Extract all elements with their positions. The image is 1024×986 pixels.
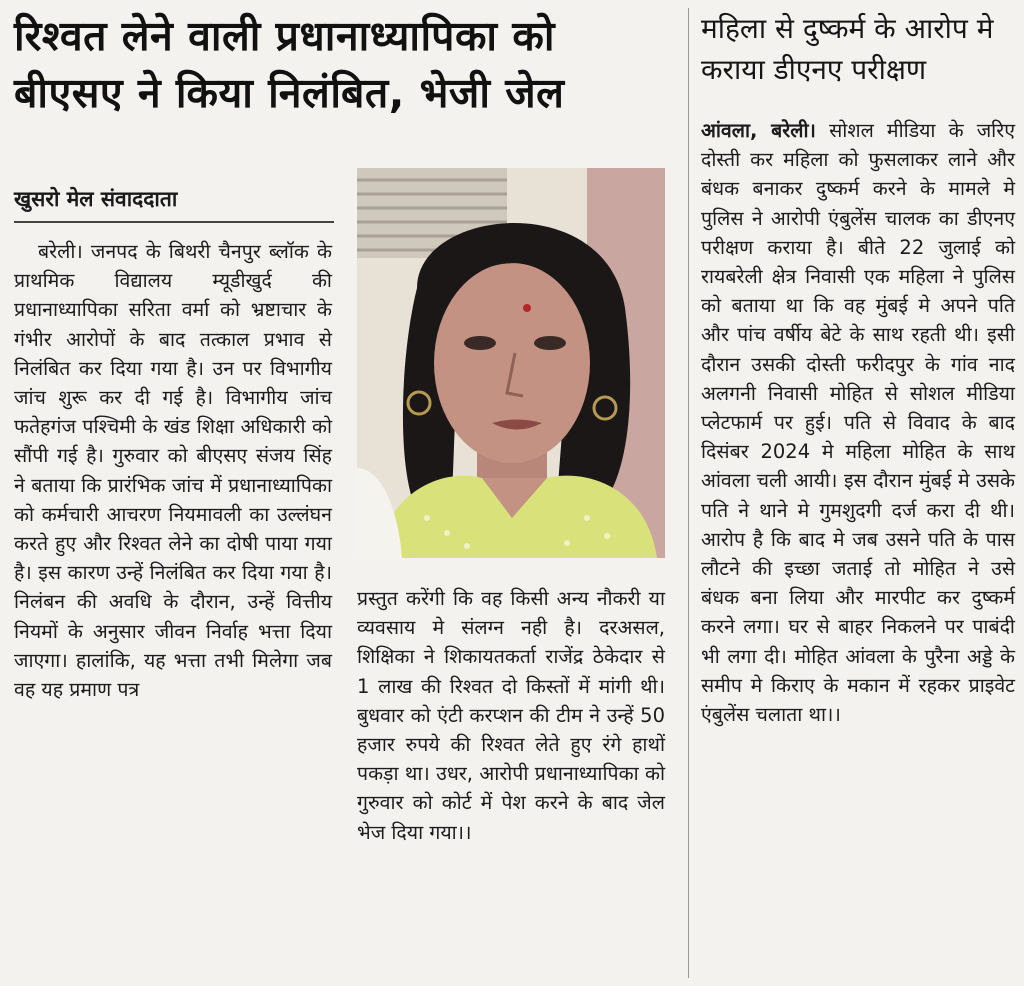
main-story-column-1: बरेली। जनपद के बिथरी चैनपुर ब्लॉक के प्राथमिक विद्यालय म्यूडीखुर्द की प्रधानाध्यापिका सरिता वर्मा को भ्रष्टाचार के गंभीर आरोपों के बाद तत्काल प्रभाव से निलंबित कर दिया गया है। उन पर विभागीय जांच शुरू कर दी गई है। विभागीय जांच फतेहगंज पश्चिमी के खंड शिक्षा अधिकारी को सौंपी गई है। गुरुवार को बीएसए संजय सिंह ने बताया कि प्रारंभिक जांच में प्रधानाध्यापिका को कर्मचारी आचरण नियमावली का उल्लंघन करते हुए और रिश्वत लेने का दोषी पाया गया है। इस कारण उन्हें निलंबित कर दिया गया है। निलंबन की अवधि के दौरान, उन्हें वित्तीय नियमों के अनुसार जीवन निर्वाह भत्ता दिया जाएगा। हालांकि, यह भत्ता तभी मिलेगा जब वह यह प्रमाण पत्र xyxy=(14,240,332,702)
side-story-body xyxy=(701,116,1015,729)
side-story-text: सोशल मीडिया के जरिए दोस्ती कर महिला को फुसलाकर लाने और बंधक बनाकर दुष्कर्म करने के मामले मे पुलिस ने आरोपी एंबुलेंस चालक का डीएनए परीक्षण कराया है। बीते 22 जुलाई को रायबरेली क्षेत्र निवासी एक महिला ने पुलिस को बताया था कि वह मुंबई मे अपने पति और पांच वर्षीय बेटे के साथ रहती थी। इसी दौरान उसकी दोस्ती फरीदपुर के गांव नाद अलगनी निवासी मोहित से सोशल मीडिया प्लेटफार्म पर हुई। पति से विवाद के बाद दिसंबर 2024 मे महिला मोहित के साथ आंवला चली आयी। इस दौरान मुंबई मे उसके पति ने थाने मे गुमशुदगी दर्ज करा दी थी। आरोप है कि बाद मे जब उसने पति के पास लौटने की इच्छा जताई तो मोहित ने उसे बंधक बना लिया और मारपीट कर दुष्कर्म करने लगा। घर से बाहर निकलने पर पाबंदी भी लगा दी। मोहित आंवला के पुरैना अड्डे के समीप मे किराए के मकान में रहकर प्राइवेट एंबुलेंस चलाता था।। xyxy=(701,119,1015,727)
side-story-headline: महिला से दुष्कर्म के आरोप मे कराया डीएनए परीक्षण xyxy=(701,12,994,86)
portrait-illustration xyxy=(357,168,665,558)
column-divider xyxy=(688,8,689,978)
portrait-photo xyxy=(357,168,665,558)
byline: खुसरो मेल संवाददाता xyxy=(14,187,178,211)
main-story-column-2: प्रस्तुत करेंगी कि वह किसी अन्य नौकरी या व्यवसाय मे संलग्न नही है। दरअसल, शिक्षिका ने शिकायतकर्ता राजेंद्र ठेकेदार से 1 लाख की रिश्वत दो किस्तों में मांगी थी। बुधवार को एंटी करप्शन की टीम ने उन्हें 50 हजार रुपये की रिश्वत लेते हुए रंगे हाथों पकड़ा था। उधर, आरोपी प्रधानाध्यापिका को गुरुवार को कोर्ट में पेश करने के बाद जेल भेज दिया गया।। xyxy=(357,587,665,844)
side-story-dateline: आंवला, बरेली। xyxy=(701,119,816,142)
main-headline: रिश्वत लेने वाली प्रधानाध्यापिका को बीएसए ने किया निलंबित, भेजी जेल xyxy=(14,12,565,117)
byline-divider xyxy=(14,221,334,223)
